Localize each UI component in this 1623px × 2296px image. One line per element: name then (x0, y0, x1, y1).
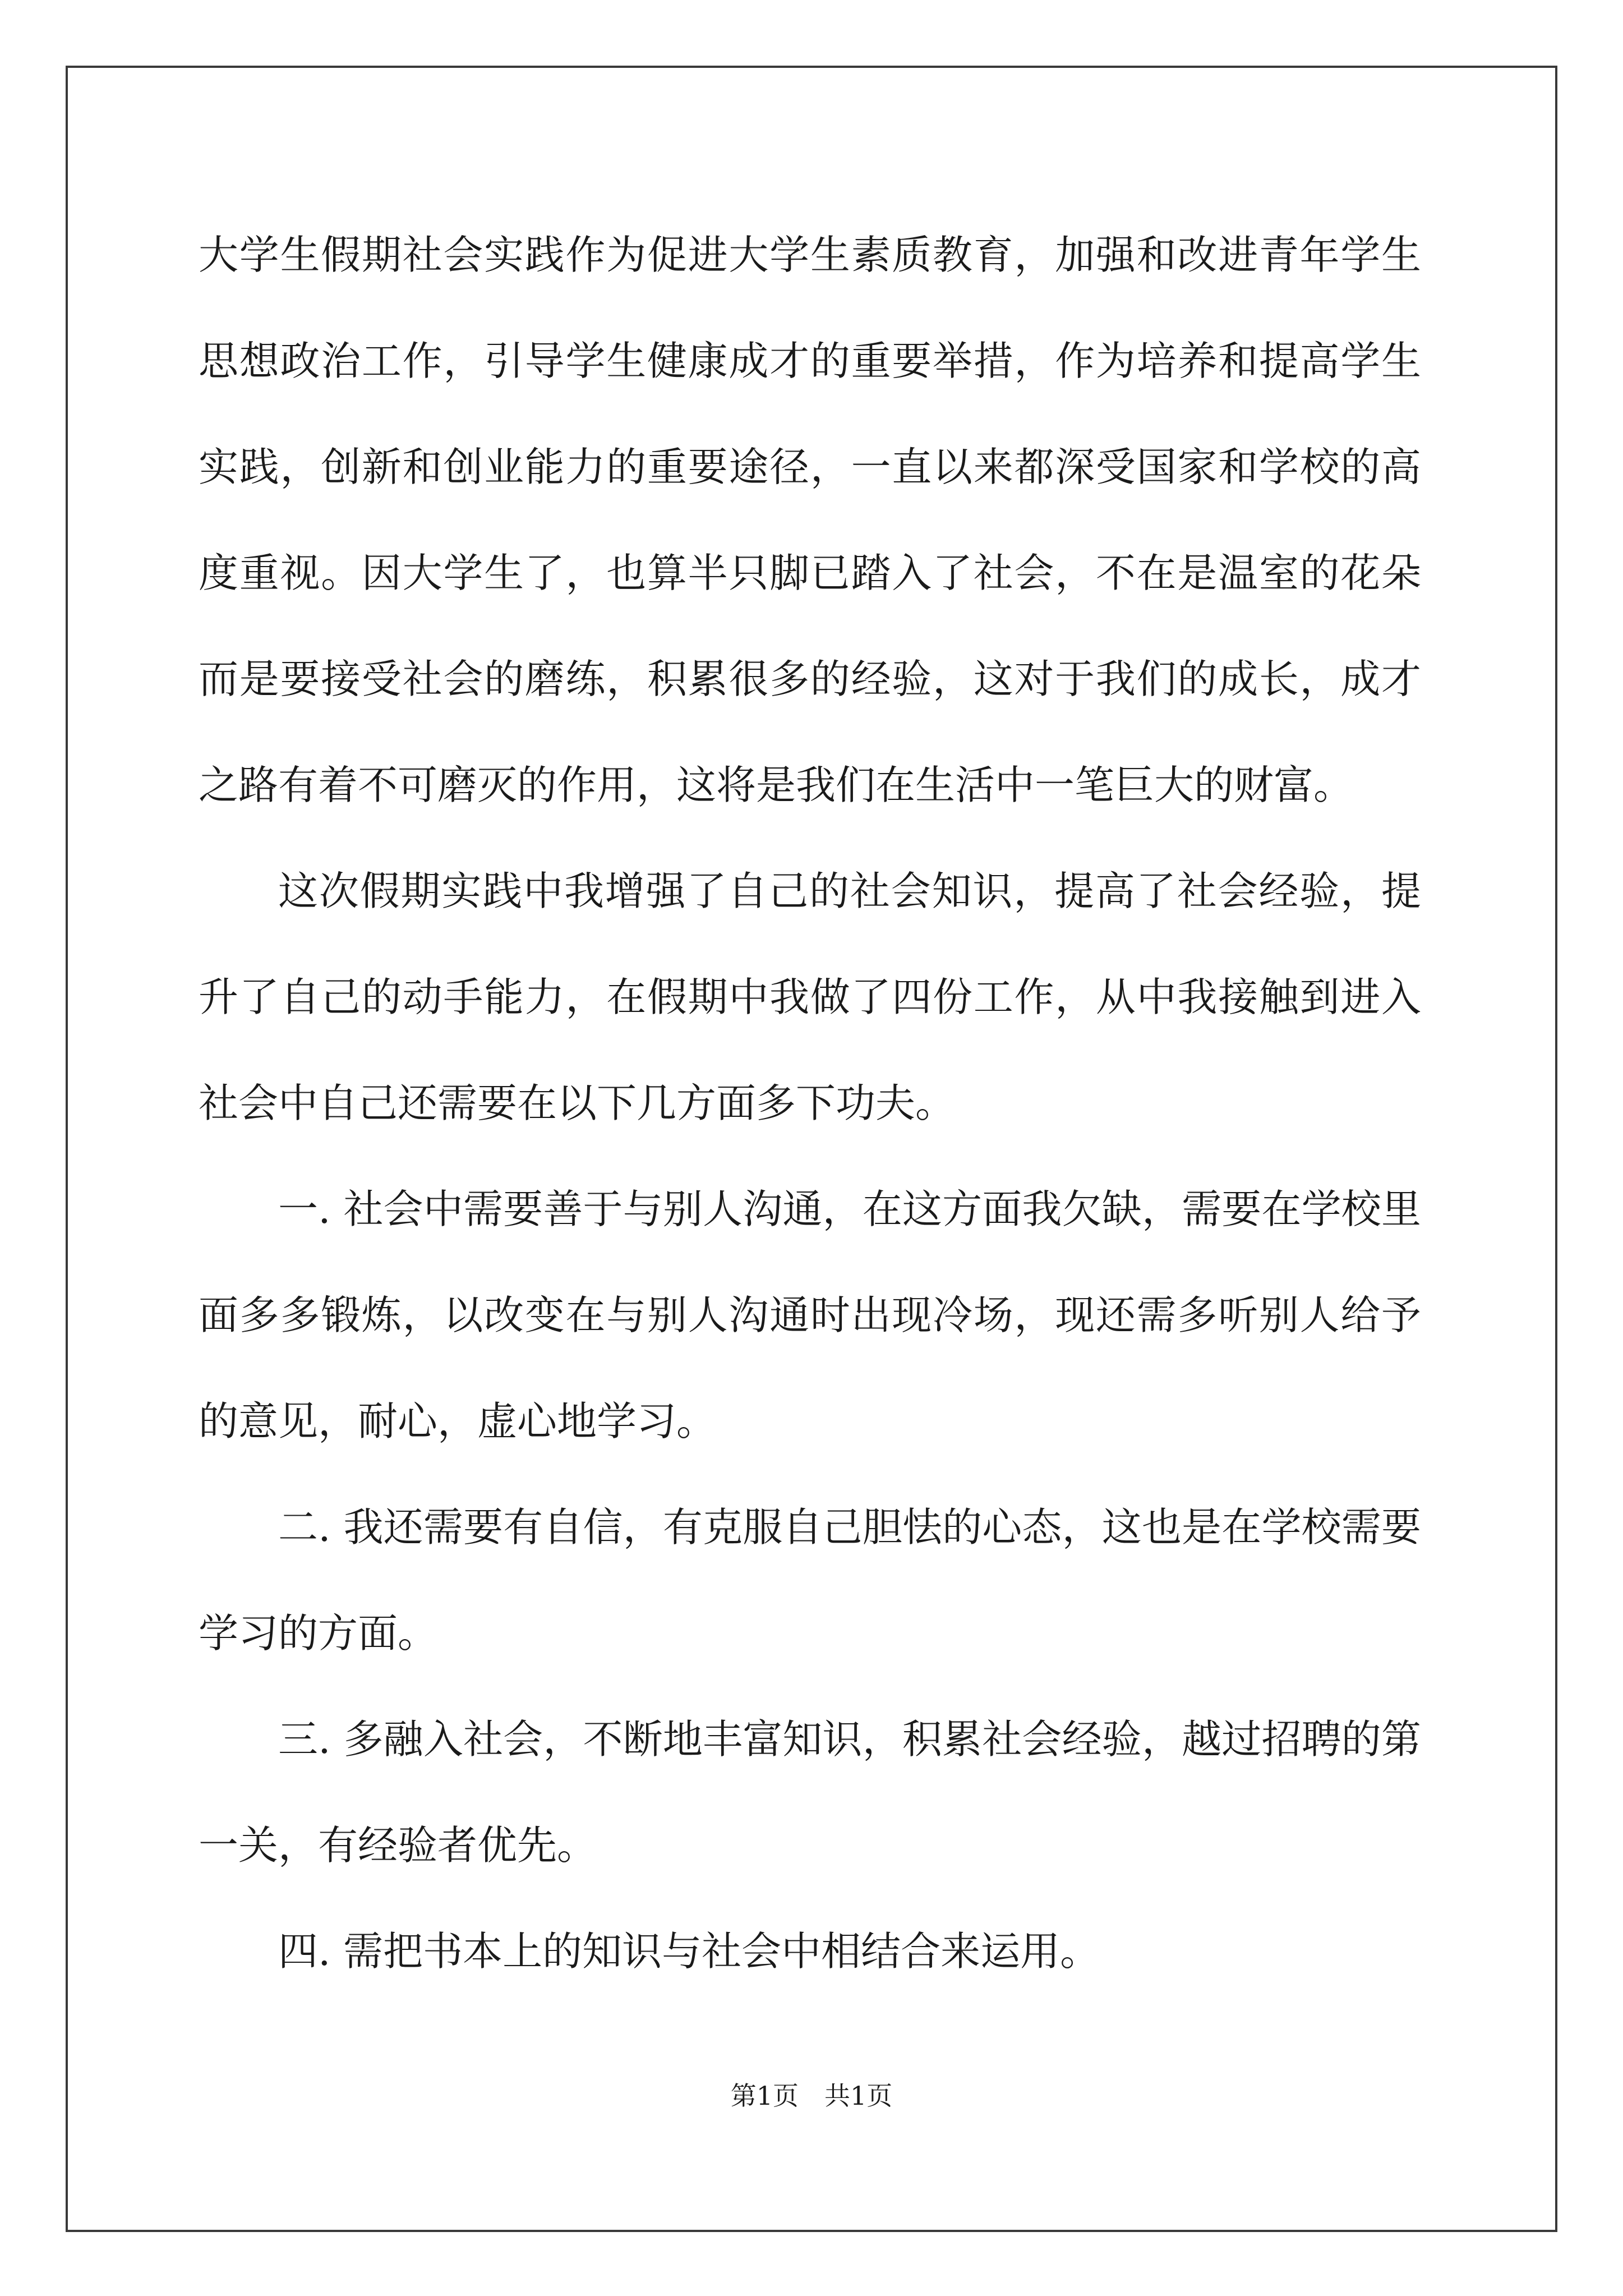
paragraph-summary: 这次假期实践中我增强了自己的社会知识，提高了社会经验，提升了自己的动手能力，在假期中我做了四份工作，从中我接触到进入社会中自己还需要在以下几方面多下功夫。 (199, 868, 1421, 1126)
paragraph-point-1: 一. 社会中需要善于与别人沟通，在这方面我欠缺，需要在学校里面多多锻炼，以改变在与别人沟通时出现冷场，现还需多听别人给予的意见，耐心，虚心地学习。 (199, 1186, 1421, 1444)
page-number-footer: 第1页 共1页 (730, 2081, 893, 2111)
paragraph-point-2: 二. 我还需要有自信，有克服自己胆怯的心态，这也是在学校需要学习的方面。 (199, 1504, 1421, 1657)
paragraph-point-3: 三. 多融入社会，不断地丰富知识，积累社会经验，越过招聘的第一关，有经验者优先。 (199, 1716, 1421, 1869)
paragraph-intro: 大学生假期社会实践作为促进大学生素质教育，加强和改进青年学生思想政治工作，引导学生健康成才的重要举措，作为培养和提高学生实践，创新和创业能力的重要途径，一直以来都深受国家和学校的高度重视。因大学生了，也算半只脚已踏入了社会，不在是温室的花朵而是要接受社会的磨练，积累很多的经验，这对于我们的成长，成才之路有着不可磨灭的作用，这将是我们在生活中一笔巨大的财富。 (199, 232, 1421, 808)
document-body (199, 202, 1421, 2004)
paragraph-point-4: 四. 需把书本上的知识与社会中相结合来运用。 (278, 1928, 1100, 1975)
